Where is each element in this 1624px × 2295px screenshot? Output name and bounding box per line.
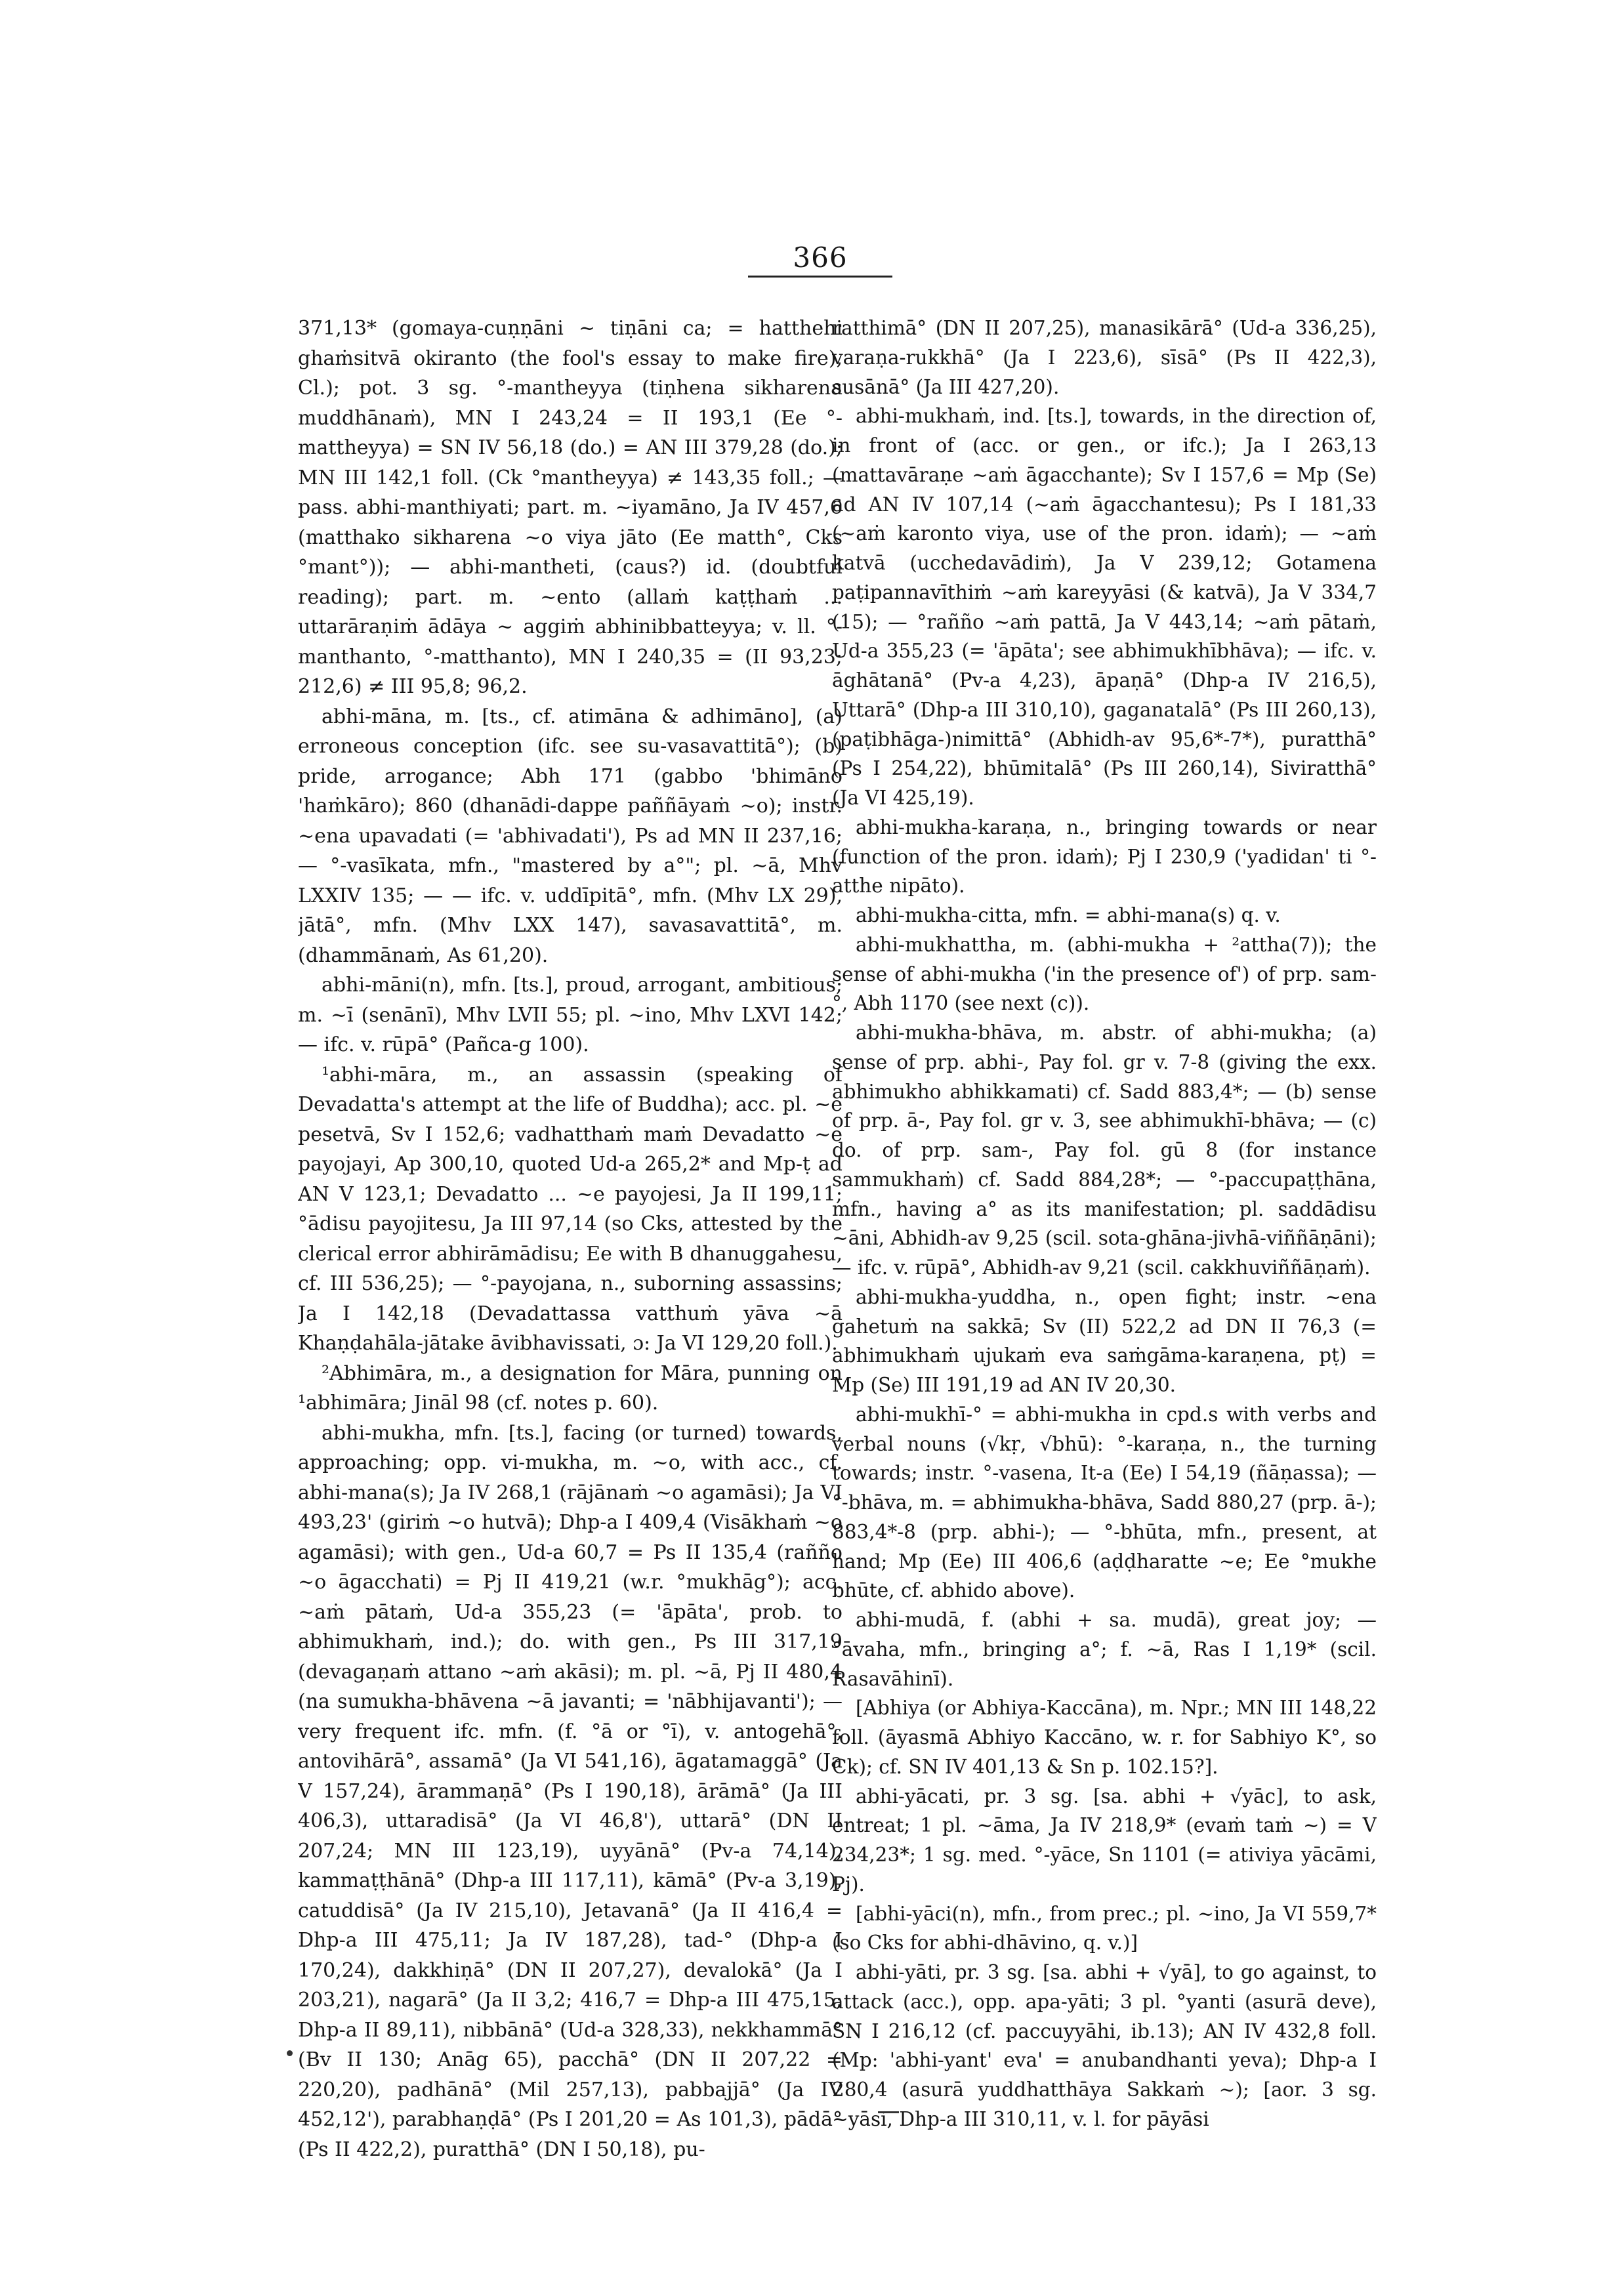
footer-dash [878, 2111, 899, 2113]
continued-entry: 371,13* (gomaya-cuṇṇāni ~ tiṇāni ca; = hatthehi ghaṁsitvā okiranto (the fool's essay to make fire), Cl.); pot. 3 sg. °-mantheyya (tiṇhena sikharena muddhānaṁ), MN I 243,24 = II 193,1 (Ee °-mattheyya) = SN IV 56,18 (do.) = AN III 379,28 (do.); MN III 142,1 foll. (Ck °mantheyya) ≠ 143,35 foll.; — pass. abhi-manthiyati; part. m. ~iyamāno, Ja IV 457,6 (matthako sikharena ~o viya jāto (Ee matth°, Cks °mant°)); — abhi-mantheti, (caus?) id. (doubtful reading); part. m. ~ento (allaṁ kaṭṭhaṁ ... uttarāraṇiṁ ādāya ~ aggiṁ abhinibbatteyya; v. ll. °-manthanto, °-matthanto), MN I 240,35 = (II 93,23; 212,6) ≠ III 95,8; 96,2. [298, 317, 843, 698]
right-column [832, 314, 1377, 2183]
entry-abhi-mukha-bhava: abhi-mukha-bhāva, m. abstr. of abhi-mukha; (a) sense of prp. abhi-, Pay fol. gr v. 7-8 (giving the exx. abhimukho abhikkamati) cf. Sadd 883,4*; — (b) sense of prp. ā-, Pay fol. gr v. 3, see abhimukhī-bhāva; — (c) do. of prp. sam-, Pay fol. gū 8 (for instance sammukhaṁ) cf. Sadd 884,28*; — °-paccupaṭṭhāna, mfn., having a° as its manifestation; pl. saddādisu ~āni, Abhidh-av 9,25 (scil. sota-ghāna-jivhā-viññāṇāni); — ifc. v. rūpā°, Abhidh-av 9,21 (scil. cakkhuviññāṇaṁ). [832, 1022, 1377, 1279]
entry-abhi-mukhi: abhi-mukhī-° = abhi-mukha in cpd.s with verbs and verbal nouns (√kṛ, √bhū): °-karaṇa, n., the turning towards; instr. °-vasena, It-a (Ee) I 54,19 (ñāṇassa); — °-bhāva, m. = abhimukha-bhāva, Sadd 880,27 (prp. ā-); 883,4*-8 (prp. abhi-); — °-bhūta, mfn., present, at hand; Mp (Ee) III 406,6 (aḍḍharatte ~e; Ee °mukhe bhūte, cf. abhido above). [832, 1403, 1377, 1602]
entry-abhi-mukha-yuddha: abhi-mukha-yuddha, n., open fight; instr. ~ena gahetuṁ na sakkā; Sv (II) 522,2 ad DN II 76,3 (= abhimukhaṁ ujukaṁ eva saṁgāma-karaṇena, pṭ) = Mp (Se) III 191,19 ad AN IV 20,30. [832, 1285, 1377, 1396]
entry-abhi-mukha-karana: abhi-mukha-karaṇa, n., bringing towards or near (function of the pron. idaṁ); Pj I 230,9 ('yadidan' ti °-atthe nipāto). [832, 816, 1377, 898]
entry-abhiya: [Abhiya (or Abhiya-Kaccāna), m. Npr.; MN III 148,22 foll. (āyasmā Abhiyo Kaccāno, w. r. for Sabhiyo K°, so Ck); cf. SN IV 401,13 & Sn p. 102.15?]. [832, 1697, 1377, 1778]
header-rule [748, 276, 892, 278]
entry-abhi-yati: abhi-yāti, pr. 3 sg. [sa. abhi + √yā], to go against, to attack (acc.), opp. apa-yāti; 3 pl. °yanti (asurā deve), SN I 216,12 (cf. paccuyyāhi, ib.13); AN IV 432,8 foll. (Mp: 'abhi-yant' eva' = anubandhanti yeva); Dhp-a I 280,4 (asurā yuddhatthāya Sakkaṁ ~); [aor. 3 sg. ~yāsi, Dhp-a III 310,11, v. l. for pāyāsi [832, 1961, 1377, 2130]
page-number: 366 [793, 241, 848, 274]
entry-abhi-mukha-citta: abhi-mukha-citta, mfn. = abhi-mana(s) q. v. [856, 904, 1281, 926]
entry-abhi-mukhattha: abhi-mukhattha, m. (abhi-mukha + ²attha(7)); the sense of abhi-mukha ('in the presence of') of prp. sam-°, Abh 1170 (see next (c)). [832, 933, 1377, 1015]
entry-abhi-yacin: [abhi-yāci(n), mfn., from prec.; pl. ~ino, Ja VI 559,7* (so Cks for abhi-dhāvino, q. v.)] [832, 1902, 1377, 1954]
entry-abhi-mani: abhi-māni(n), mfn. [ts.], proud, arrogant, ambitious; m. ~ī (senānī), Mhv LVII 55; pl. ~ino, Mhv LXVI 142; — ifc. v. rūpā° (Pañca-g 100). [298, 974, 843, 1056]
entry-abhi-mukha: abhi-mukha, mfn. [ts.], facing (or turned) towards, approaching; opp. vi-mukha, m. ~o, with acc., cf. abhi-mana(s); Ja IV 268,1 (rājānaṁ ~o agamāsi); Ja VI 493,23' (giriṁ ~o hutvā); Dhp-a I 409,4 (Visākhaṁ ~o agamāsi); with gen., Ud-a 60,7 = Ps II 135,4 (rañño ~o āgacchati) = Pj II 419,21 (w.r. °mukhāg°); acc. ~aṁ pātaṁ, Ud-a 355,23 (= 'āpāta', prob. to abhimukhaṁ, ind.); do. with gen., Ps III 317,19 (devagaṇaṁ attano ~aṁ akāsi); m. pl. ~ā, Pj II 480,4 (na sumukha-bhāvena ~ā javanti; = 'nābhijavanti'); — very frequent ifc. mfn. (f. °ā or °ī), v. antogehā°, antovihārā°, assamā° (Ja VI 541,16), āgatamaggā° (Ja V 157,24), ārammaṇā° (Ps I 190,18), ārāmā° (Ja III 406,3), uttaradisā° (Ja VI 46,8'), uttarā° (DN II 207,24; MN III 123,19), uyyānā° (Pv-a 74,14), kammaṭṭhānā° (Dhp-a III 117,11), kāmā° (Pv-a 3,19), catuddisā° (Ja IV 215,10), Jetavanā° (Ja II 416,4 = Dhp-a III 475,11; Ja IV 187,28), tad-° (Dhp-a I 170,24), dakkhiṇā° (DN II 207,27), devalokā° (Ja I 203,21), nagarā° (Ja II 3,2; 416,7 = Dhp-a III 475,15; Dhp-a II 89,11), nibbānā° (Ud-a 328,33), nekkhammā° (Bv II 130; Anāg 65), pacchā° (DN II 207,22 = 220,20), padhānā° (Mil 257,13), pabbajjā° (Ja IV 452,12'), parabhaṇḍā° (Ps I 201,20 = As 101,3), pādā° (Ps II 422,2), puratthā° (DN I 50,18), pu- [298, 1421, 843, 2161]
entry-abhimara-2: ²Abhimāra, m., a designation for Māra, punning on ¹abhimāra; Jināl 98 (cf. notes p. 60). [298, 1361, 843, 1415]
entry-abhi-mana: abhi-māna, m. [ts., cf. atimāna & adhimāno], (a) erroneous conception (ifc. see su-vasavattitā°); (b) pride, arrogance; Abh 171 (gabbo 'bhimāno 'haṁkāro); 860 (dhanādi-dappe paññāyaṁ ~o); instr. ~ena upavadati (= 'abhivadati'), Ps ad MN II 237,16; — °-vasīkata, mfn., "mastered by a°"; pl. ~ā, Mhv LXXIV 135; — — ifc. v. uddīpitā°, mfn. (Mhv LX 29), jātā°, mfn. (Mhv LXX 147), savasavattitā°, m. (dhammānaṁ, As 61,20). [298, 705, 843, 967]
continued-entry: ratthimā° (DN II 207,25), manasikārā° (Ud-a 336,25), varaṇa-rukkhā° (Ja I 223,6), sīsā° (Ps II 422,3), susānā° (Ja III 427,20). [832, 317, 1377, 398]
entry-abhi-muda: abhi-mudā, f. (abhi + sa. mudā), great joy; — °āvaha, mfn., bringing a°; f. ~ā, Ras I 1,19* (scil. Rasavāhinī). [832, 1609, 1377, 1690]
entry-abhi-yacati: abhi-yācati, pr. 3 sg. [sa. abhi + √yāc], to ask, entreat; 1 pl. ~āma, Ja IV 218,9* (evaṁ taṁ ~) = V 234,23*; 1 sg. med. °-yāce, Sn 1101 (= ativiya yācāmi, Pj). [832, 1785, 1377, 1895]
left-column [298, 314, 843, 2183]
entry-abhi-mukham: abhi-mukhaṁ, ind. [ts.], towards, in the direction of, in front of (acc. or gen., or ifc.); Ja I 263,13 (mattavāraṇe ~aṁ āgacchante); Sv I 157,6 = Mp (Se) ad AN IV 107,14 (~aṁ āgacchantesu); Ps I 181,33 (~aṁ karonto viya, use of the pron. idaṁ); — ~aṁ katvā (ucchedavādiṁ), Ja V 239,12; Gotamena paṭipannavīthiṁ ~aṁ kareyyāsi (& katvā), Ja V 334,7 (15); — °rañño ~aṁ pattā, Ja V 443,14; ~aṁ pātaṁ, Ud-a 355,23 (= 'āpāta'; see abhimukhībhāva); — ifc. v. āghātanā° (Pv-a 4,23), āpaṇā° (Dhp-a IV 216,5), Uttarā° (Dhp-a III 310,10), gaganatalā° (Ps III 260,13), (paṭibhāga-)nimittā° (Abhidh-av 95,6*-7*), puratthā° (Ps I 254,22), bhūmitalā° (Ps III 260,14), Siviratthā° (Ja VI 425,19). [832, 405, 1377, 809]
margin-dot [287, 2050, 293, 2056]
entry-abhi-mara-1: ¹abhi-māra, m., an assassin (speaking of Devadatta's attempt at the life of Buddha); acc. pl. ~e pesetvā, Sv I 152,6; vadhatthaṁ maṁ Devadatto ~e payojayi, Ap 300,10, quoted Ud-a 265,2* and Mp-ṭ ad AN V 123,1; Devadatto ... ~e payojesi, Ja II 199,11; °ādisu payojitesu, Ja III 97,14 (so Cks, attested by the clerical error abhirāmādisu; Ee with B dhanuggahesu, cf. III 536,25); — °-payojana, n., suborning assassins; Ja I 142,18 (Devadattassa vatthuṁ yāva ~ā Khaṇḍahāla-jātake āvibhavissati, ɔ: Ja VI 129,20 foll.). [298, 1063, 843, 1355]
